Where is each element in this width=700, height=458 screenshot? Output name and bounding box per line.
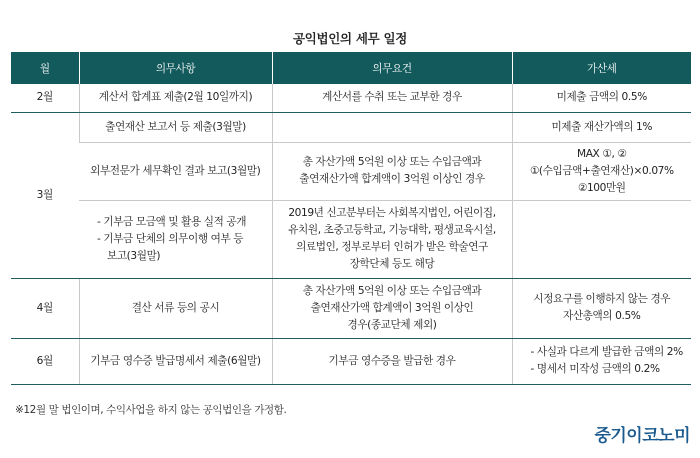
requirement-line: 경우(종교단체 제외) xyxy=(347,318,437,331)
requirement-cell: 계산서를 수취 또는 교부한 경우 xyxy=(272,84,512,112)
penalty-line: ①(수입금액+출연재산)×0.07% xyxy=(529,164,674,177)
header-month: 월 xyxy=(11,52,79,84)
duty-cell xyxy=(79,200,272,278)
penalty-line: - 명세서 미작성 금액의 0.2% xyxy=(530,363,660,375)
duty-line: - 기부금 단체의 의무이행 여부 등 xyxy=(97,232,244,245)
table-row xyxy=(11,84,691,112)
penalty-line: - 사실과 다르게 발급한 금액의 2% xyxy=(530,346,683,358)
requirement-cell xyxy=(272,112,512,142)
footnote: ※12월 말 법인이며, 수익사업을 하지 않는 공익법인을 가정함. xyxy=(15,404,287,416)
duty-line: - 기부금 모금액 및 활용 실적 공개 xyxy=(97,215,247,228)
table-row xyxy=(11,112,691,142)
month-cell: 2월 xyxy=(11,84,79,112)
duty-line: 보고(3월말) xyxy=(107,249,161,262)
header-penalty: 가산세 xyxy=(512,52,691,84)
requirement-line: 출연재산가액 합계액이 3억원 이상인 xyxy=(310,301,474,314)
month-cell: 4월 xyxy=(11,278,79,338)
penalty-cell: 미제출 재산가액의 1% xyxy=(512,112,691,142)
page-title: 공익법인의 세무 일정 xyxy=(292,31,408,46)
tax-schedule-table xyxy=(11,52,691,385)
requirement-line: 의료법인, 정부로부터 인허가 받은 학술연구 xyxy=(296,241,488,253)
requirement-cell xyxy=(272,278,512,338)
penalty-cell xyxy=(512,200,691,278)
month-cell: 3월 xyxy=(11,112,79,278)
penalty-line: ②100만원 xyxy=(577,181,626,194)
table-row xyxy=(11,338,691,384)
penalty-cell xyxy=(512,278,691,338)
requirement-cell xyxy=(272,142,512,200)
penalty-line: MAX ①, ② xyxy=(576,147,627,160)
table-row xyxy=(11,278,691,338)
header-duty: 의무사항 xyxy=(79,52,272,84)
header-requirement: 의무요건 xyxy=(272,52,512,84)
duty-cell: 외부전문가 세무확인 결과 보고(3월말) xyxy=(79,142,272,200)
duty-cell: 계산서 합계표 제출(2월 10일까지) xyxy=(79,84,272,112)
requirement-cell xyxy=(272,200,512,278)
duty-cell: 기부금 영수증 발급명세서 제출(6월말) xyxy=(79,338,272,384)
penalty-cell xyxy=(512,338,691,384)
requirement-line: 유치원, 초중고등학교, 기능대학, 평생교육시설, xyxy=(288,224,496,236)
requirement-line: 총 자산가액 5억원 이상 또는 수입금액과 xyxy=(302,156,482,168)
requirement-cell: 기부금 영수증을 발급한 경우 xyxy=(272,338,512,384)
table-row xyxy=(11,142,691,200)
month-cell: 6월 xyxy=(11,338,79,384)
requirement-line: 총 자산가액 5억원 이상 또는 수입금액과 xyxy=(302,284,482,297)
duty-cell: 출연재산 보고서 등 제출(3월말) xyxy=(79,112,272,142)
requirement-line: 출연재산가액 합계액이 3억원 이상인 경우 xyxy=(299,173,485,185)
duty-cell: 결산 서류 등의 공시 xyxy=(79,278,272,338)
table-header-row xyxy=(11,52,691,84)
publisher-logo: 중기이코노미 xyxy=(594,426,690,446)
table-row xyxy=(11,200,691,278)
penalty-line: 시정요구를 이행하지 않는 경우 xyxy=(533,293,671,305)
penalty-line: 자산총액의 0.5% xyxy=(563,310,641,322)
penalty-cell xyxy=(512,142,691,200)
requirement-line: 장학단체 등도 해당 xyxy=(349,258,435,270)
requirement-line: 2019년 신고분부터는 사회복지법인, 어린이집, xyxy=(288,207,496,219)
penalty-cell: 미제출 금액의 0.5% xyxy=(512,84,691,112)
